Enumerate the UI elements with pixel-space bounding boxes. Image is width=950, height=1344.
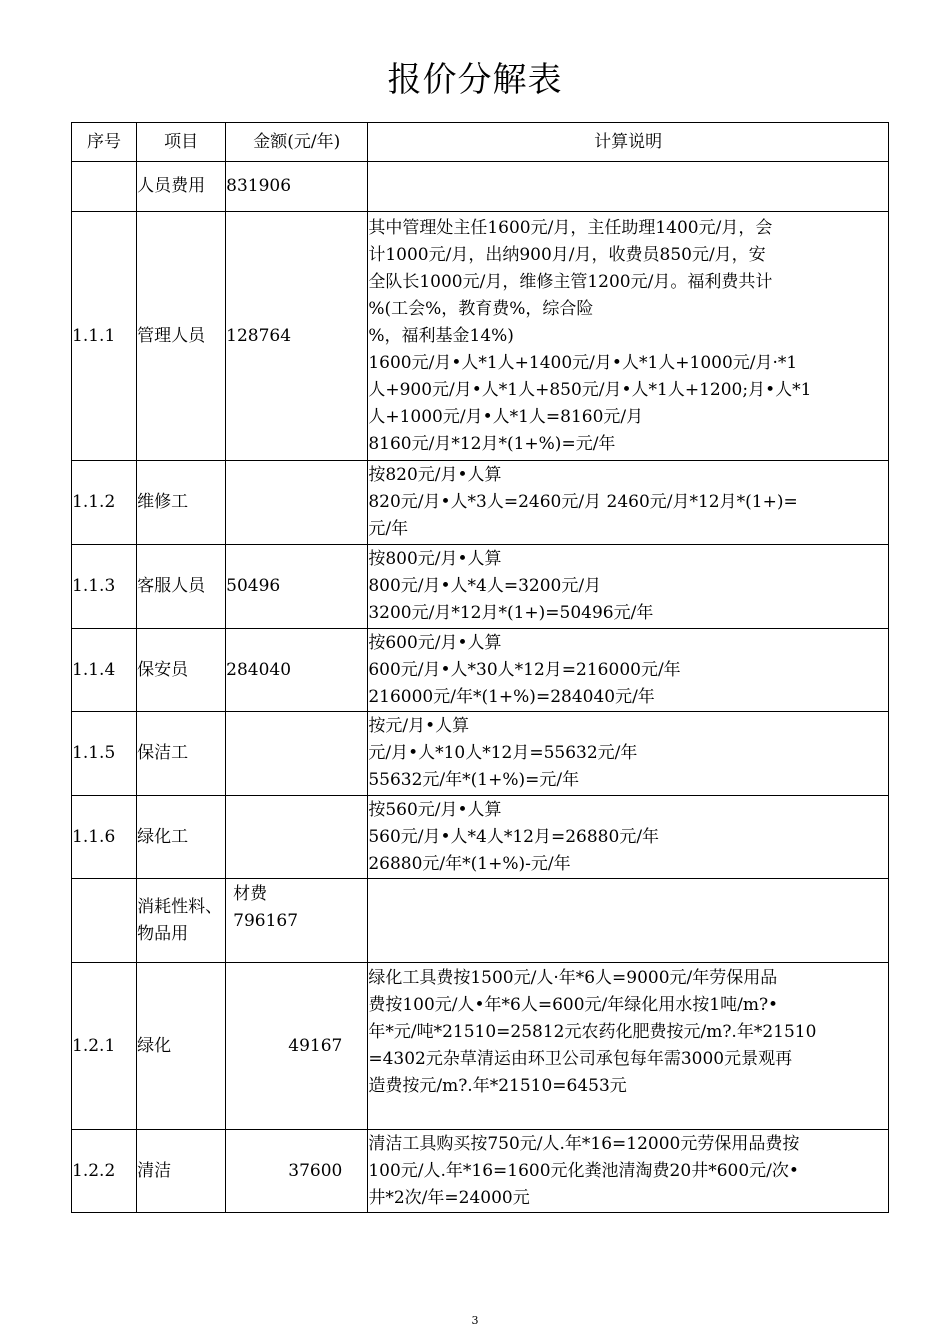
- table-row: [72, 545, 889, 629]
- row-item: 清洁: [137, 1130, 226, 1213]
- row-no: 1.1.6: [72, 796, 137, 879]
- row-item: 绿化: [137, 963, 226, 1130]
- desc-line: 清洁工具购买按750元/人.年*16=12000元劳保用品费按: [368, 1133, 800, 1154]
- row-item: 人员费用: [137, 162, 226, 212]
- desc-line: 元/年: [368, 519, 409, 539]
- desc-line: 8160元/月*12月*(1+%)=元/年: [368, 433, 616, 454]
- row-desc: [368, 963, 889, 1130]
- row-no: 1.1.3: [72, 545, 137, 629]
- row-desc: [368, 796, 889, 879]
- table-row: [72, 796, 889, 879]
- desc-line: 按800元/月•人算: [368, 549, 502, 569]
- desc-line: 216000元/年*(1+%)=284040元/年: [368, 686, 655, 707]
- row-desc: [368, 162, 889, 212]
- row-desc: [368, 879, 889, 963]
- row-desc: [368, 1130, 889, 1213]
- table-row: [72, 461, 889, 545]
- desc-line: 26880元/年*(1+%)-元/年: [368, 853, 571, 874]
- row-desc: [368, 461, 889, 545]
- row-amount: 831906: [226, 162, 368, 212]
- row-item: 管理人员: [137, 212, 226, 461]
- desc-line: 费按100元/人•年*6人=600元/年绿化用水按1吨/m?•: [368, 995, 779, 1015]
- desc-line: 按600元/月•人算: [368, 632, 502, 653]
- quote-breakdown-table: [71, 122, 889, 1213]
- row-amount: 49167: [226, 963, 368, 1130]
- desc-line: 3200元/月*12月*(1+)=50496元/年: [368, 603, 654, 623]
- desc-line: 全队长1000元/月，维修主管1200元/月。福利费共计: [368, 271, 773, 292]
- desc-line: 元/月•人*10人*12月=55632元/年: [368, 743, 638, 763]
- row-amount: [226, 712, 368, 796]
- table-row: [72, 162, 889, 212]
- table-row: [72, 879, 889, 963]
- desc-line: 人+900元/月•人*1人+850元/月•人*1人+1200;月•人*1: [368, 379, 812, 400]
- desc-line: 600元/月•人*30人*12月=216000元/年: [368, 659, 681, 680]
- row-desc: [368, 629, 889, 712]
- table-row: [72, 1130, 889, 1213]
- row-amount: 128764: [226, 212, 368, 461]
- row-amount: 284040: [226, 629, 368, 712]
- desc-line: 560元/月•人*4人*12月=26880元/年: [368, 826, 660, 847]
- page-title: 报价分解表: [387, 60, 563, 100]
- row-item: 保洁工: [137, 712, 226, 796]
- desc-line: 820元/月•人*3人=2460元/月 2460元/月*12月*(1+)=: [368, 492, 798, 512]
- desc-line: 按820元/月•人算: [368, 465, 502, 485]
- header-desc: 计算说明: [368, 123, 889, 162]
- table-header-row: [72, 123, 889, 162]
- row-desc: [368, 545, 889, 629]
- row-item: 客服人员: [137, 545, 226, 629]
- desc-line: 按560元/月•人算: [368, 799, 502, 820]
- desc-line: 100元/人.年*16=1600元化粪池清淘费20井*600元/次•: [368, 1160, 799, 1181]
- desc-line: 井*2次/年=24000元: [368, 1187, 530, 1208]
- desc-line: 绿化工具费按1500元/人·年*6人=9000元/年劳保用品: [368, 968, 778, 988]
- row-amount: [226, 796, 368, 879]
- row-item: 绿化工: [137, 796, 226, 879]
- page-number: 3: [471, 1314, 479, 1327]
- header-no: 序号: [72, 123, 137, 162]
- row-no: 1.1.5: [72, 712, 137, 796]
- row-item: 保安员: [137, 629, 226, 712]
- desc-line: 人+1000元/月•人*1人=8160元/月: [368, 406, 644, 427]
- table-row: [72, 212, 889, 461]
- row-no: [72, 879, 137, 963]
- desc-line: 55632元/年*(1+%)=元/年: [368, 770, 580, 790]
- row-amount: 37600: [226, 1130, 368, 1213]
- desc-line: %，福利基金14%): [368, 325, 514, 346]
- table-row: [72, 629, 889, 712]
- header-item: 项目: [137, 123, 226, 162]
- row-no: 1.1.1: [72, 212, 137, 461]
- desc-line: 年*元/吨*21510=25812元农药化肥费按元/m?.年*21510: [368, 1022, 817, 1042]
- row-desc: [368, 212, 889, 461]
- desc-line: 其中管理处主任1600元/月，主任助理1400元/月，会: [368, 217, 773, 238]
- row-desc: [368, 712, 889, 796]
- row-no: [72, 162, 137, 212]
- row-no: 1.1.4: [72, 629, 137, 712]
- header-amount: 金额(元/年): [226, 123, 368, 162]
- row-amount: [226, 461, 368, 545]
- desc-line: =4302元杂草清运由环卫公司承包每年需3000元景观再: [368, 1049, 793, 1069]
- row-no: 1.1.2: [72, 461, 137, 545]
- desc-line: %(工会%，教育费%，综合险: [368, 298, 594, 319]
- desc-line: 按元/月•人算: [368, 716, 470, 736]
- desc-line: 1600元/月•人*1人+1400元/月•人*1人+1000元/月·*1: [368, 352, 798, 373]
- row-amount: [226, 879, 368, 963]
- row-no: 1.2.1: [72, 963, 137, 1130]
- desc-line: 造费按元/m?.年*21510=6453元: [368, 1076, 627, 1096]
- row-item: 维修工: [137, 461, 226, 545]
- amount-text: 材费796167: [233, 884, 299, 931]
- desc-line: 800元/月•人*4人=3200元/月: [368, 576, 602, 596]
- table-row: [72, 712, 889, 796]
- table-row: [72, 963, 889, 1130]
- row-no: 1.2.2: [72, 1130, 137, 1213]
- row-item: 消耗性料、物品用: [137, 879, 226, 963]
- desc-line: 计1000元/月，出纳900月/月，收费员850元/月，安: [368, 244, 766, 265]
- row-amount: 50496: [226, 545, 368, 629]
